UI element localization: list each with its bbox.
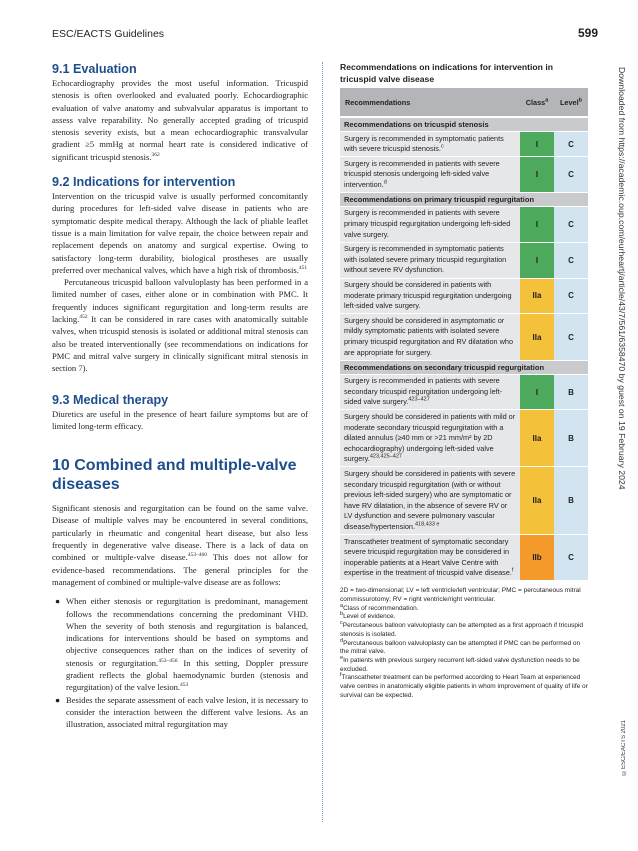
section-label: Recommendations on primary tricuspid regurgitation — [340, 192, 588, 206]
bullet-dot: ● — [55, 596, 61, 607]
paragraph-9-2a — [52, 190, 308, 276]
level-cell: C — [554, 314, 588, 360]
bullet-dot: ● — [55, 694, 61, 705]
citation[interactable]: c — [440, 143, 444, 150]
class-cell: IIb — [520, 535, 554, 581]
table-row — [340, 467, 588, 535]
text: ). — [82, 363, 88, 374]
level-cell: C — [554, 206, 588, 242]
paragraph-9-1 — [52, 77, 308, 163]
recommendation-text — [340, 374, 520, 410]
section-link[interactable]: 7 — [78, 363, 83, 374]
running-header: ESC/EACTS Guidelines — [52, 28, 165, 40]
footnote-abbrev: 2D = two-dimensional; LV = left ventricle/left ventricular; PMC = percutaneous mitral commissurotomy; RV = right ventricle/right ventricular. — [340, 587, 581, 604]
text: When either stenosis or regurgitation is predominant, management follows the recommendations concerning the predominant VHD. When the severity of both stenosis and regurgitation is balanced, indications for interventions should be based on symptoms and objective consequences rather than on the indices of severity of stenosis or regurgitation. — [66, 596, 308, 668]
table-row — [340, 132, 588, 157]
download-notice: Downloaded from https://academic.oup.com/eurheartj/article/43/7/561/6358470 by guest on 19 February 2024 — [617, 67, 627, 490]
footnote-mark: a — [545, 97, 549, 104]
recommendation-text — [340, 410, 520, 467]
footnote-d: $^d$Percutaneous balloon valvuloplasty can be attempted if PMC can be performed on the mitral valve. — [340, 637, 581, 656]
col-header-recommendations: Recommendations — [340, 88, 520, 117]
table-header-row — [340, 88, 588, 117]
footnote-mark: b — [578, 97, 583, 104]
footnote-f: $^f$Transcatheter treatment can be performed according to Heart Team at experienced valve centres in anatomically eligible patients in whom improvement of quality of life or survival can be expected. — [340, 672, 588, 699]
text: Percutaneous balloon valvuloplasty can be attempted as a first approach if tricuspid stenosis is isolated. — [340, 622, 584, 638]
heading-10: 10 Combined and multiple-valve diseases — [52, 457, 297, 494]
text: Surgery is recommended in patients with severe primary tricuspid regurgitation undergoing left-sided valve surgery. — [344, 208, 511, 239]
col-header-class — [520, 88, 554, 117]
text: Surgery should be considered in patients with mild or moderate secondary tricuspid regurgitation with a dilated annulus (≥40 mm or >21 mm/m² by 2D echocardiography) undergoing left-sided valve surgery. — [344, 411, 516, 464]
text: Surgery is recommended in patients with severe secondary tricuspid regurgitation undergoing left-sided valve surgery. — [344, 376, 503, 407]
heading-9-3: 9.3 Medical therapy — [52, 392, 169, 407]
text: Surgery should be considered in asymptomatic or mildly symptomatic patients with isolated severe primary tricuspid regurgitation and RV dilatation who are appropriate for surgery. — [344, 315, 513, 357]
level-cell: C — [554, 132, 588, 157]
table-row — [340, 410, 588, 467]
table-body — [340, 117, 588, 581]
citation[interactable]: 451 — [298, 265, 308, 272]
table-row — [340, 374, 588, 410]
paragraph-9-3: Diuretics are useful in the presence of heart failure symptoms but are of limited long-term efficacy. — [52, 408, 308, 431]
footnote-b: $^b$Level of evidence. — [340, 611, 396, 621]
citation[interactable]: 423,425–427 — [369, 453, 402, 460]
class-cell: I — [520, 242, 554, 278]
citation[interactable]: 418,433 e — [415, 521, 440, 528]
level-cell: C — [554, 242, 588, 278]
class-cell: IIa — [520, 410, 554, 467]
level-cell: C — [554, 278, 588, 314]
citation[interactable]: d — [383, 179, 387, 186]
recommendation-text — [340, 467, 520, 535]
recommendation-text — [340, 314, 520, 360]
level-cell: B — [554, 467, 588, 535]
class-cell: I — [520, 132, 554, 157]
citation[interactable]: 423–427 — [408, 396, 430, 403]
paragraph-9-2b — [52, 276, 308, 374]
paragraph-10 — [52, 502, 308, 588]
citation[interactable]: 453–460 — [187, 552, 207, 559]
text: Surgery should be considered in patients with severe secondary tricuspid regurgitation (with or without previous left-sided surgery) who are symptomatic or have RV dilatation, in the absence of severe RV or LV dysfunction and severe pulmonary vascular disease/hypertension. — [344, 468, 516, 531]
citation[interactable]: 453–456 — [158, 657, 178, 664]
table-section-row — [340, 192, 588, 206]
table-row — [340, 314, 588, 360]
recommendations-table — [340, 88, 588, 581]
citation[interactable]: 453 — [180, 682, 189, 689]
recommendation-text — [340, 278, 520, 314]
label: Class — [525, 97, 546, 107]
table-row — [340, 157, 588, 193]
class-cell: I — [520, 374, 554, 410]
level-cell: B — [554, 410, 588, 467]
table-row — [340, 206, 588, 242]
text: Surgery should be considered in patients with moderate primary tricuspid regurgitation undergoing left-sided valve surgery. — [344, 280, 512, 311]
heading-9-2: 9.2 Indications for intervention — [52, 175, 236, 190]
bullet-item — [52, 694, 308, 731]
heading-9-1: 9.1 Evaluation — [52, 62, 137, 76]
citation[interactable]: f — [511, 567, 514, 574]
section-label: Recommendations on secondary tricuspid regurgitation — [340, 360, 588, 374]
text: In this setting, Doppler pressure gradient reflects the global haemodynamic burden (stenosis and regurgitation) of the valve lesion. — [66, 657, 308, 693]
class-cell: IIa — [520, 314, 554, 360]
text: Besides the separate assessment of each valve lesion, it is necessary to consider the interaction between the different valve lesions. As an illustration, associated mitral regurgitation may — [66, 694, 308, 730]
text: Surgery is recommended in symptomatic patients with severe tricuspid stenosis. — [344, 133, 504, 154]
table-footnotes — [340, 587, 588, 700]
recommendation-text — [340, 206, 520, 242]
recommendation-text — [340, 132, 520, 157]
class-cell: IIa — [520, 278, 554, 314]
column-divider — [322, 62, 323, 822]
text: Echocardiography provides the most useful information. Tricuspid stenosis is often overlooked and evaluated poorly. Echocardiographic evaluation of valve anatomy and subvalvular apparatus is important to assess valve reparability. No generally accepted grading of tricuspid stenosis severity exists, but a mean echocardiographic transvalvular gradient ≥5 mmHg at normal heart rate is considered indicative of significant tricuspid stenosis. — [52, 78, 308, 162]
recommendation-text — [340, 157, 520, 193]
recommendation-text — [340, 535, 520, 581]
table-title: Recommendations on indications for intervention in tricuspid valve disease — [340, 62, 553, 84]
text: Surgery is recommended in symptomatic patients with isolated severe primary tricuspid regurgitation without severe RV dysfunction. — [344, 244, 507, 275]
section-label: Recommendations on tricuspid stenosis — [340, 117, 588, 132]
text: Class of recommendation. — [343, 604, 419, 612]
table-row — [340, 278, 588, 314]
text: Percutaneous balloon valvuloplasty can be attempted if PMC can be performed on the mitral valve. — [340, 639, 581, 656]
recommendation-text — [340, 242, 520, 278]
text: It can be considered in rare cases with anatomically suitable valves, when tricuspid stenosis is isolated or additional mitral stenosis can also be treated interventionally (see recommendations on indications for PMC and mitral valve surgery in clinically significant mitral stenosis in section — [52, 314, 308, 374]
footnote-c: $^c$Percutaneous balloon valvuloplasty can be attempted as a first approach if tricuspid stenosis is isolated. — [340, 620, 584, 638]
footnote-e: $^e$In patients with previous surgery recurrent left-sided valve dysfunction needs to be excluded. — [340, 654, 580, 673]
text: Level of evidence. — [343, 613, 396, 621]
class-cell: I — [520, 206, 554, 242]
text: In patients with previous surgery recurrent left-sided valve dysfunction needs to be excluded. — [340, 657, 580, 673]
text: Transcatheter treatment can be performed according to Heart Team at experienced valve centres in anatomically eligible patients in whom improvement of quality of life or survival can be expected. — [340, 674, 588, 699]
copyright-mark: ©ESC/EACTS 2021 — [621, 720, 627, 776]
citation[interactable]: 362 — [151, 151, 160, 158]
level-cell: B — [554, 374, 588, 410]
footnote-a: $^a$Class of recommendation. — [340, 602, 419, 612]
text: Percutaneous tricuspid balloon valvuloplasty has been performed in a limited number of cases, either alone or in combination with PMC. It frequently induces significant regurgitation and long-term results are lacking. — [52, 277, 308, 325]
table-section-row — [340, 117, 588, 132]
text: Transcatheter treatment of symptomatic secondary severe tricuspid regurgitation may be considered in inoperable patients at a Heart Valve Centre with expertise in the treatment of tricuspid valve disease. — [344, 536, 512, 578]
label: Level — [559, 97, 579, 107]
page-number: 599 — [578, 26, 599, 40]
table-row — [340, 535, 588, 581]
text: This does not allow for evidence-based recommendations. The general principles for the management of combined or multiple-valve disease are as follows: — [52, 552, 308, 587]
text: Intervention on the tricuspid valve is usually performed concomitantly during procedures for left-sided valve disease in patients who are symptomatic despite medical therapy. Although the lack of pliable leaflet tissue is a main limitation for valve repair, the choice between repair and replacement depends on anatomy and surgical expertise. Owing to satisfactory long-term durability, biological prostheses are usually preferred over mechanical valves, which have a high risk of thrombosis. — [52, 191, 308, 275]
citation[interactable]: 452 — [79, 314, 88, 321]
class-cell: I — [520, 157, 554, 193]
text: Surgery is recommended in patients with severe tricuspid stenosis undergoing left-sided valve intervention. — [344, 158, 500, 189]
left-column — [52, 62, 308, 730]
col-header-level — [554, 88, 588, 117]
class-cell: IIa — [520, 467, 554, 535]
right-column — [340, 62, 588, 701]
table-row — [340, 242, 588, 278]
table-section-row — [340, 360, 588, 374]
level-cell: C — [554, 535, 588, 581]
level-cell: C — [554, 157, 588, 193]
bullet-item — [52, 595, 308, 693]
text: Significant stenosis and regurgitation can be found on the same valve. Disease of multiple valves may be encountered in several conditions, particularly in rheumatic and congenital heart disease, but also less frequently in degenerative valve disease. There is a lack of data on combined or multiple-valve disease. — [52, 503, 308, 563]
